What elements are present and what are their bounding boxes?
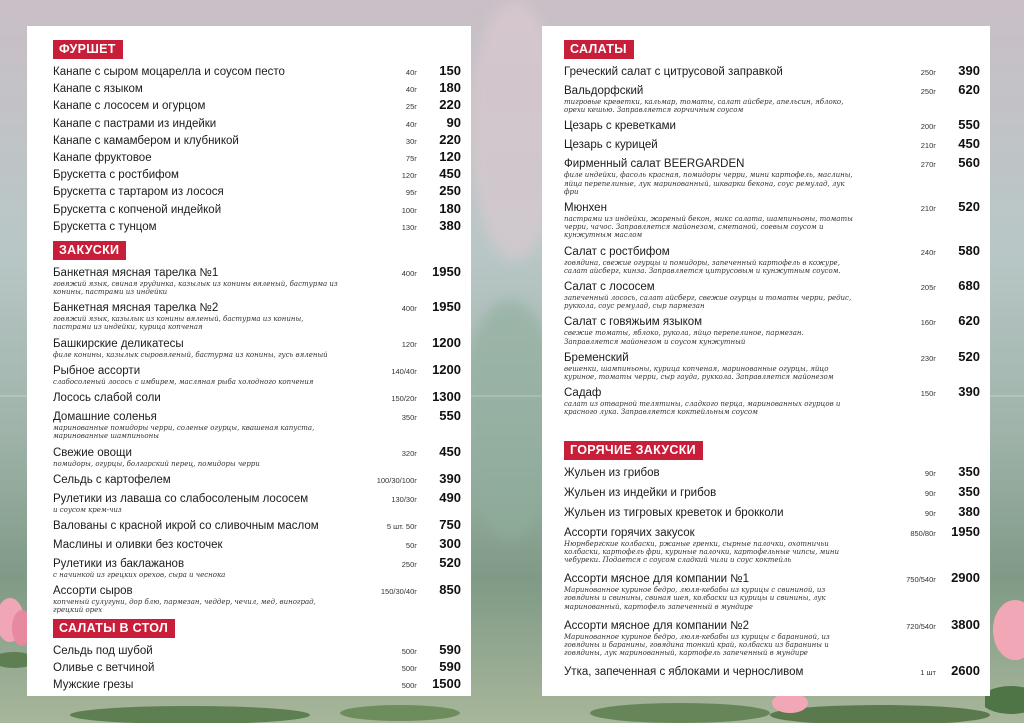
menu-item: [564, 484, 980, 500]
menu-item: [564, 63, 980, 79]
lotus-bottom-left-icon: [40, 697, 470, 723]
item-weight: 1 шт: [920, 668, 936, 678]
section-title: САЛАТЫ В СТОЛ: [53, 619, 175, 638]
menu-item: [53, 362, 461, 386]
item-weight: 150/30/40г: [380, 587, 417, 597]
item-name: Жульен из тигровых креветок и брокколи: [564, 506, 784, 519]
item-description: помидоры, огурцы, болгарский перец, помидоры черри: [53, 459, 260, 468]
item-price: 350: [958, 463, 980, 479]
item-name: Маслины и оливки без косточек: [53, 538, 223, 551]
menu-item: [53, 149, 461, 166]
item-weight: 250г: [920, 87, 936, 96]
item-weight: 75г: [405, 153, 417, 163]
menu-item: [53, 132, 461, 149]
menu-item: [564, 570, 980, 611]
section-title: ФУРШЕТ: [53, 40, 123, 59]
menu-item: [53, 166, 461, 183]
item-name: Салат с ростбифом: [564, 245, 670, 258]
menu-item: [564, 243, 980, 275]
section-title: ЗАКУСКИ: [53, 241, 126, 260]
menu-item: [564, 524, 980, 565]
menu-item: [564, 82, 980, 114]
item-name: Садаф: [564, 387, 602, 400]
item-name: Канапе с языком: [53, 83, 143, 96]
item-price: 350: [958, 483, 980, 499]
menu-item: [53, 642, 461, 659]
item-weight: 90г: [924, 508, 936, 518]
item-description: филе индейки, фасоль красная, помидоры черри, мини картофель, маслины, яйца перепелиные, лук маринованный, шкварки бекона, соус ремулад, лук фри: [564, 171, 853, 196]
item-price: 580: [958, 242, 980, 258]
item-description: пастрами из индейки, жареный бекон, микс салата, шампиньоны, томаты черри, чачос. Заправляется майонезом, сметаной, соевым соусом и кунжутным маслом: [564, 215, 853, 240]
menu-item: [53, 80, 461, 97]
menu-item: [53, 408, 461, 440]
item-name: Лосось слабой соли: [53, 392, 161, 405]
item-name: Утка, запеченная с яблоками и черносливом: [564, 666, 804, 679]
menu-item: [53, 63, 461, 80]
item-weight: 240г: [920, 247, 936, 257]
item-name: Канапе с камамбером и клубникой: [53, 134, 239, 147]
item-name: Ассорти горячих закусок: [564, 526, 695, 539]
item-weight: 140/40г: [391, 366, 417, 376]
menu-item: [53, 490, 461, 514]
section-salaty: [564, 40, 980, 417]
item-name: Брускетта с тартаром из лосося: [53, 186, 224, 199]
item-weight: 100/30/100г: [376, 475, 417, 485]
item-weight: 500г: [401, 646, 417, 656]
item-description: говядина, свежие огурцы и помидоры, запеченный картофель в кожуре, салат айсберг, кинза. Заправляется цитрусовым и кунжутным соусом.: [564, 258, 841, 275]
menu-item: [53, 183, 461, 200]
section-zakuski: [53, 241, 461, 615]
item-price: 490: [439, 489, 461, 505]
item-description: салат из отварной телятины, сладкого перца, маринованных огурцов и красного лука. Заправляется коктейльным соусом: [564, 400, 841, 417]
item-description: говяжий язык, свиная грудинка, казылык из конины вяленый, бастурма из конины, пастрами из индейки: [53, 279, 338, 297]
menu-item: [564, 278, 980, 310]
item-weight: 90г: [924, 488, 936, 498]
item-weight: 40г: [405, 85, 417, 95]
item-weight: 230г: [920, 353, 936, 363]
item-weight: 500г: [401, 663, 417, 673]
item-name: Мужские грезы: [53, 678, 134, 691]
item-name: Жульен из индейки и грибов: [564, 486, 717, 499]
item-weight: 250г: [920, 68, 936, 77]
item-price: 150: [439, 63, 461, 78]
menu-item: [564, 349, 980, 381]
menu-item: [564, 617, 980, 658]
item-weight: 500г: [401, 680, 417, 690]
item-price: 560: [958, 155, 980, 171]
item-weight: 130г: [401, 222, 417, 232]
lotus-bottom-icon: [560, 695, 1020, 723]
item-price: 620: [958, 82, 980, 97]
menu-item: [564, 199, 980, 240]
item-weight: 720/540г: [906, 621, 936, 631]
menu-item: [564, 117, 980, 133]
menu-item: [53, 264, 461, 296]
item-price: 1200: [432, 361, 461, 377]
item-weight: 40г: [405, 68, 417, 77]
menu-item: [564, 663, 980, 679]
item-weight: 160г: [920, 318, 936, 328]
item-name: Канапе с сыром моцарелла и соусом песто: [53, 66, 285, 78]
item-price: 180: [439, 80, 461, 96]
item-weight: 250г: [401, 559, 417, 569]
menu-item: [53, 444, 461, 468]
item-weight: 205г: [920, 283, 936, 293]
item-price: 450: [958, 136, 980, 152]
menu-page-right: [542, 26, 990, 696]
item-weight: 750/540г: [906, 575, 936, 585]
item-weight: 320г: [401, 448, 417, 458]
item-price: 180: [439, 200, 461, 216]
item-weight: 120г: [401, 339, 417, 349]
item-price: 590: [439, 641, 461, 657]
item-weight: 5 шт. 50г: [386, 521, 417, 531]
menu-item: [564, 136, 980, 152]
menu-item: [564, 155, 980, 196]
item-name: Брускетта с тунцом: [53, 220, 157, 233]
item-weight: 120г: [401, 171, 417, 181]
menu-item: [564, 384, 980, 416]
item-description: свежие томаты, яблоко, рукола, яйцо перепелиное, пармезан. Заправляется майонезом и соусом кунжутный: [564, 329, 804, 346]
item-name: Бременский: [564, 351, 629, 364]
item-price: 1200: [432, 334, 461, 350]
item-description: с начинкой из грецких орехов, сыра и чеснока: [53, 570, 226, 579]
menu-item: [564, 464, 980, 480]
item-price: 1500: [432, 675, 461, 691]
item-price: 520: [439, 554, 461, 570]
menu-item: [53, 335, 461, 359]
item-price: 390: [958, 384, 980, 400]
item-name: Банкетная мясная тарелка №1: [53, 266, 219, 279]
item-price: 220: [439, 97, 461, 113]
item-description: и соусом крем-чиз: [53, 505, 122, 514]
item-price: 1950: [432, 299, 461, 315]
item-weight: 90г: [924, 468, 936, 478]
item-price: 850: [439, 582, 461, 598]
item-name: Домашние соленья: [53, 411, 157, 424]
menu-item: [53, 201, 461, 218]
item-name: Башкирские деликатесы: [53, 337, 184, 350]
item-name: Банкетная мясная тарелка №2: [53, 302, 219, 315]
item-name: Канапе фруктовое: [53, 151, 152, 164]
menu-item: [53, 97, 461, 114]
item-weight: 400г: [401, 304, 417, 314]
section-title: САЛАТЫ: [564, 40, 634, 59]
item-name: Греческий салат с цитрусовой заправкой: [564, 66, 783, 78]
menu-item: [53, 389, 461, 405]
item-price: 590: [439, 658, 461, 674]
item-price: 520: [958, 199, 980, 215]
item-name: Жульен из грибов: [564, 466, 660, 479]
item-description: Маринованное куриное бедро, люля-кебабы из курицы с свининой, из говядины и свинины, свиная шея, колбаски из курицы и свинины, лук маринованный, картофель запеченный в мундире: [564, 586, 826, 611]
item-name: Рулетики из баклажанов: [53, 557, 185, 570]
item-description: маринованные помидоры черри, соленые огурцы, квашеная капуста, маринованные шампиньоны: [53, 424, 315, 441]
item-price: 450: [439, 443, 461, 459]
item-price: 390: [439, 470, 461, 486]
lotus-leaf-icon: [985, 470, 1024, 720]
item-weight: 400г: [401, 268, 417, 278]
menu-item: [53, 517, 461, 533]
item-price: 1950: [951, 523, 980, 539]
item-weight: 150г: [920, 389, 936, 399]
item-price: 380: [958, 503, 980, 519]
item-name: Вальдорфский: [564, 85, 644, 97]
item-price: 380: [439, 217, 461, 233]
item-price: 3800: [951, 616, 980, 632]
menu-item: [53, 676, 461, 693]
item-name: Цезарь с креветками: [564, 120, 676, 133]
item-name: Сельдь под шубой: [53, 644, 153, 657]
item-name: Рыбное ассорти: [53, 364, 141, 377]
item-name: Канапе с пастрами из индейки: [53, 117, 217, 130]
item-name: Салат с говяжьим языком: [564, 316, 703, 329]
item-price: 620: [958, 313, 980, 329]
menu-item: [53, 471, 461, 487]
item-description: слабосоленый лосось с имбирем, масляная рыба холодного копчения: [53, 377, 314, 386]
item-weight: 150/20г: [391, 394, 417, 404]
item-name: Ассорти сыров: [53, 585, 133, 598]
item-weight: 30г: [405, 136, 417, 146]
menu-item: [53, 218, 461, 235]
section-title: ГОРЯЧИЕ ЗАКУСКИ: [564, 441, 703, 460]
item-name: Мюнхен: [564, 202, 607, 215]
item-weight: 95г: [405, 188, 417, 198]
item-weight: 210г: [920, 141, 936, 151]
item-description: филе конины, казылык сыровяленый, бастурма из конины, гусь вяленый: [53, 350, 328, 359]
item-name: Оливье с ветчиной: [53, 661, 155, 674]
item-weight: 350г: [401, 413, 417, 423]
menu-item: [564, 504, 980, 520]
item-weight: 50г: [405, 540, 417, 550]
item-price: 550: [439, 408, 461, 424]
item-price: 220: [439, 131, 461, 147]
item-price: 250: [439, 183, 461, 199]
item-weight: 100г: [401, 205, 417, 215]
item-price: 90: [446, 114, 461, 130]
item-weight: 200г: [920, 122, 936, 132]
item-name: Свежие овощи: [53, 446, 132, 459]
item-weight: 850/80г: [910, 528, 936, 538]
item-name: Брускетта с копченой индейкой: [53, 203, 222, 216]
item-name: Брускетта с ростбифом: [53, 169, 179, 182]
item-description: копченый сулугуни, дор блю, пармезан, чеддер, чечил, мед, виноград, грецкий орех: [53, 598, 316, 615]
item-name: Канапе с лососем и огурцом: [53, 100, 206, 113]
item-price: 680: [958, 278, 980, 294]
item-price: 1300: [432, 389, 461, 405]
item-weight: 40г: [405, 119, 417, 129]
section-goryachie-zakuski: [564, 441, 980, 680]
menu-page-left: [27, 26, 471, 696]
item-name: Валованы с красной икрой со сливочным маслом: [53, 519, 319, 532]
menu-item: [53, 555, 461, 579]
item-description: Маринованное куриное бедро, люля-кебабы из курицы с бараниной, из говядины и баранины, говядина тонкий край, колбаски из баранины и говядины, лук маринованный, картофель запеченный в мундире: [564, 632, 830, 658]
item-price: 750: [439, 516, 461, 532]
item-weight: 130/30г: [391, 494, 417, 504]
item-name: Ассорти мясное для компании №1: [564, 573, 749, 586]
item-price: 120: [439, 148, 461, 164]
item-price: 450: [439, 166, 461, 182]
item-weight: 25г: [405, 102, 417, 112]
menu-item: [53, 659, 461, 676]
item-description: тигровые креветки, кальмар, томаты, салат айсберг, апельсин, яблоко, орехи кешью. Заправляется горчичным соусом: [564, 98, 844, 115]
section-furshet: [53, 40, 461, 235]
menu-item: [53, 536, 461, 552]
item-price: 2900: [951, 570, 980, 586]
item-name: Ассорти мясное для компании №2: [564, 619, 749, 632]
item-weight: 270г: [920, 160, 936, 170]
menu-item: [564, 313, 980, 345]
item-name: Рулетики из лаваша со слабосоленым лососем: [53, 492, 309, 505]
menu-item: [53, 115, 461, 132]
item-name: Салат с лососем: [564, 281, 655, 294]
item-price: 300: [439, 535, 461, 551]
item-name: Фирменный салат BEERGARDEN: [564, 158, 745, 171]
item-description: Нюрнбергские колбаски, ржаные гренки, сырные палочки, охотничьи колбаски, картофель фри, куриные палочки, картофельные чипсы, мини чебуреки. Подается с соусом сладкий чили и соус коктейль: [564, 539, 839, 565]
item-description: запеченный лосось, салат айсберг, свежие огурцы и томаты черри, редис, руккола, соус ремулад, сыр пармезан: [564, 294, 852, 311]
menu-item: [53, 299, 461, 331]
item-price: 390: [958, 63, 980, 78]
item-description: вешенки, шампиньоны, курица копченая, маринованные огурцы, яйцо куриное, томаты черри, сыр гауда, руккола. Заправляется майонезом: [564, 364, 834, 382]
item-description: говяжий язык, казылык из конины вяленый, бастурма из конины, пастрами из индейки, курица копченая: [53, 315, 304, 332]
item-price: 1950: [432, 263, 461, 279]
item-weight: 210г: [920, 204, 936, 214]
item-price: 520: [958, 348, 980, 364]
item-price: 550: [958, 117, 980, 133]
section-salaty-v-stol: [53, 619, 461, 694]
item-price: 2600: [951, 663, 980, 679]
item-name: Цезарь с курицей: [564, 139, 658, 152]
menu-item: [53, 582, 461, 614]
item-name: Сельдь с картофелем: [53, 473, 171, 486]
